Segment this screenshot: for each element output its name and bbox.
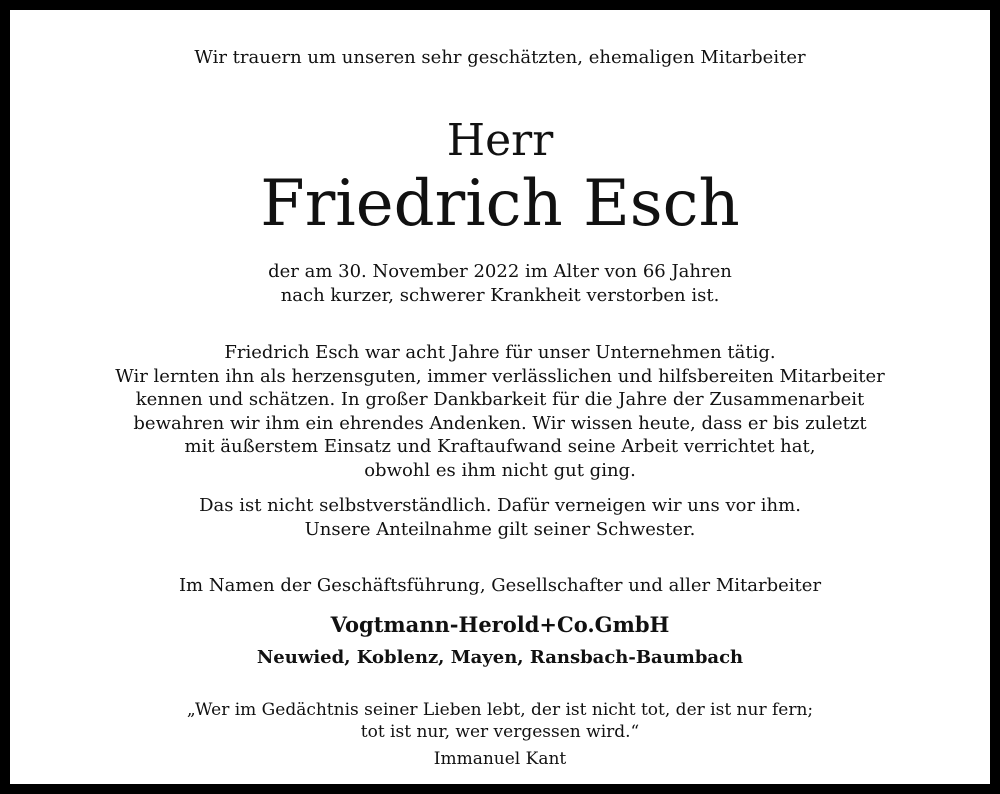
company-name: Vogtmann-Herold+Co.GmbH [330,612,670,637]
honorific: Herr [446,115,554,166]
quote-line: „Wer im Gedächtnis seiner Lieben lebt, der ist nicht tot, der ist nur fern; [186,700,814,720]
tribute-line: obwohl es ihm nicht gut ging. [364,459,636,481]
tribute-line: Friedrich Esch war acht Jahre für unser Unternehmen tätig. [224,342,776,363]
tribute-paragraph [10,341,990,483]
quote-line: tot ist nur, wer vergessen wird.“ [360,722,640,742]
signoff-line: Im Namen der Geschäftsführung, Gesellschafter und aller Mitarbeiter [178,575,822,596]
tribute-line: mit äußerstem Einsatz und Kraftaufwand seine Arbeit verrichtet hat, [184,436,816,458]
death-notice-line: nach kurzer, schwerer Krankheit verstorben ist. [280,284,720,306]
tribute-line: bewahren wir ihm ein ehrendes Andenken. Wir wissen heute, dass er bis zuletzt [133,412,867,434]
quote-author: Immanuel Kant [433,749,567,769]
intro-line: Wir trauern um unseren sehr geschätzten, ehemaligen Mitarbeiter [194,47,806,68]
death-notice [10,260,990,307]
closing-line: Unsere Anteilnahme gilt seiner Schwester. [304,518,696,540]
company-locations: Neuwied, Koblenz, Mayen, Ransbach-Baumbach [256,647,744,668]
closing-paragraph [10,494,990,541]
memorial-quote [10,699,990,743]
deceased-name: Friedrich Esch [260,167,740,241]
closing-line: Das ist nicht selbstverständlich. Dafür verneigen wir uns vor ihm. [199,495,801,516]
death-notice-line: der am 30. November 2022 im Alter von 66 Jahren [268,261,732,282]
tribute-line: Wir lernten ihn als herzensguten, immer verlässlichen und hilfsbereiten Mitarbeiter [115,365,885,387]
tribute-line: kennen und schätzen. In großer Dankbarkeit für die Jahre der Zusammenarbeit [135,389,865,411]
